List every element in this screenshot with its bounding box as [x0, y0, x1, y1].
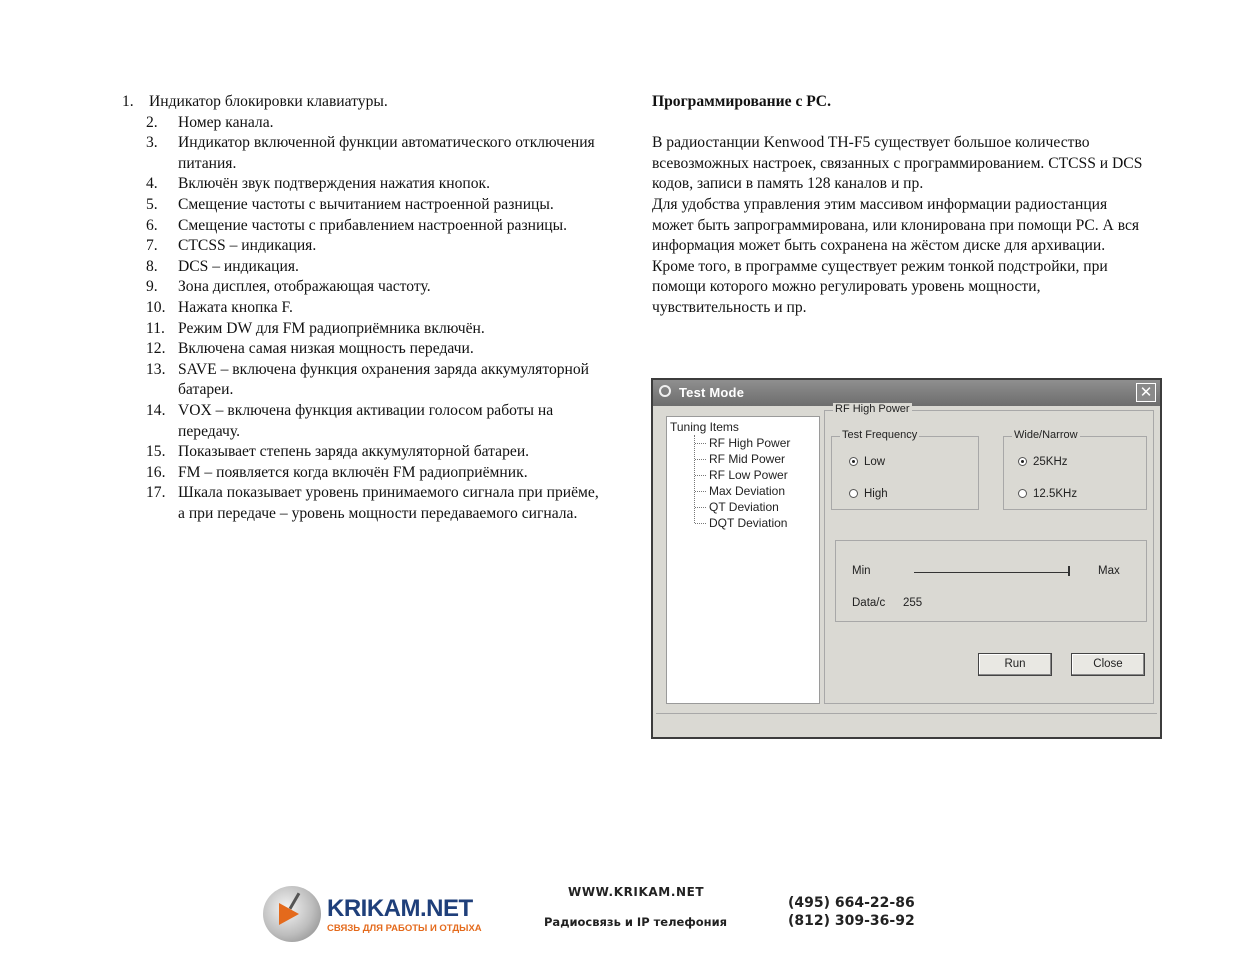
list-text: Включён звук подтверждения нажатия кнопок.: [178, 175, 491, 193]
slider-thumb[interactable]: [1068, 566, 1070, 576]
paragraph: В радиостанции Kenwood TH-F5 существует большое количество всевозможных настроек, связанных с программированием. CTCSS и DCS кодов, записи в память 128 каналов и пр.: [652, 134, 1143, 193]
radio-label: 25KHz: [1033, 456, 1068, 468]
tree-root[interactable]: Tuning Items: [670, 420, 739, 434]
list-text: Индикатор блокировки клавиатуры.: [149, 93, 388, 110]
list-item: [118, 236, 608, 257]
phone-moscow: (495) 664-22-86: [788, 895, 915, 911]
radio-indicator: [1018, 457, 1027, 466]
close-button[interactable]: Close: [1071, 653, 1145, 676]
list-item: [118, 277, 608, 298]
list-item: [118, 257, 608, 278]
list-text: DCS – индикация.: [178, 257, 299, 275]
slider-min-label: Min: [852, 565, 871, 577]
tree-item[interactable]: DQT Deviation: [695, 515, 787, 531]
horn-shape: [279, 903, 299, 925]
section-heading: Программирование с PC.: [652, 93, 831, 110]
list-item: [118, 298, 608, 319]
list-number: 3.: [146, 134, 158, 152]
data-value: 255: [903, 597, 923, 609]
power-slider[interactable]: [914, 572, 1070, 573]
radio-12-5khz[interactable]: [1018, 488, 1077, 500]
list-item: [118, 174, 608, 195]
list-item: [118, 319, 608, 340]
test-mode-dialog: [651, 378, 1162, 739]
tree-item[interactable]: RF Mid Power: [695, 451, 785, 467]
tree-item[interactable]: Max Deviation: [695, 483, 785, 499]
tree-item[interactable]: RF High Power: [695, 435, 790, 451]
list-text: VOX – включена функция активации голосом работы на передачу.: [178, 401, 554, 440]
status-bar: [656, 713, 1157, 734]
list-number: 8.: [146, 257, 158, 275]
pc-programming-section: [652, 92, 1152, 319]
radio-label: High: [864, 488, 888, 500]
list-item: [118, 360, 608, 401]
list-item: [118, 92, 608, 113]
list-item: [118, 195, 608, 216]
tree-item[interactable]: QT Deviation: [695, 499, 779, 515]
test-frequency-group: [831, 429, 979, 510]
megaphone-icon: [263, 886, 321, 942]
list-number: 10.: [146, 298, 166, 316]
list-text: Шкала показывает уровень принимаемого сигнала при приёме, а при передаче – уровень мощности передаваемого сигнала.: [178, 484, 599, 522]
list-text: SAVE – включена функция охранения заряда аккумуляторной батареи.: [178, 360, 590, 399]
list-item: [118, 442, 608, 463]
tree-item[interactable]: RF Low Power: [695, 467, 788, 483]
tuning-items-tree: [666, 416, 820, 704]
website-link[interactable]: WWW.KRIKAM.NET: [568, 885, 705, 899]
list-number: 4.: [146, 175, 158, 193]
list-text: Индикатор включенной функции автоматического отключения питания.: [178, 134, 595, 172]
list-number: 7.: [146, 237, 158, 255]
radio-high[interactable]: [849, 488, 888, 500]
panel-title: RF High Power: [835, 403, 910, 415]
dialog-title: Test Mode: [679, 385, 745, 400]
radio-label: 12.5KHz: [1033, 488, 1078, 500]
list-text: Нажата кнопка F.: [178, 298, 293, 316]
paragraph: Кроме того, в программе существует режим тонкой подстройки, при помощи которого можно регулировать уровень мощности, чувствительность и пр.: [652, 257, 1108, 316]
list-item: [118, 463, 608, 484]
list-text: Смещение частоты с прибавлением настроенной разницы.: [178, 216, 568, 234]
list-text: Режим DW для FM радиоприёмника включён.: [178, 319, 485, 337]
footer-tagline: Радиосвязь и IP телефония: [544, 915, 728, 929]
list-item: [118, 483, 608, 524]
list-number: 11.: [146, 319, 165, 337]
list-text: Смещение частоты с вычитанием настроенной разницы.: [178, 195, 554, 213]
rf-high-power-panel: [824, 403, 1154, 704]
close-icon[interactable]: ✕: [1136, 383, 1156, 402]
list-number: 16.: [146, 463, 166, 481]
slider-max-label: Max: [1098, 565, 1120, 577]
list-text: Показывает степень заряда аккумуляторной батареи.: [178, 443, 530, 461]
list-number: 13.: [146, 360, 166, 378]
list-number: 15.: [146, 443, 166, 461]
radio-indicator: [849, 489, 858, 498]
list-item: [118, 113, 608, 134]
logo-tagline: СВЯЗЬ ДЛЯ РАБОТЫ И ОТДЫХА: [327, 923, 482, 934]
wide-narrow-group: [1003, 429, 1147, 510]
list-text: Номер канала.: [178, 113, 274, 131]
list-text: Зона дисплея, отображающая частоту.: [178, 278, 431, 296]
radio-indicator: [1018, 489, 1027, 498]
krikam-logo: [263, 886, 482, 942]
group-label: Test Frequency: [842, 429, 918, 441]
list-number: 5.: [146, 195, 158, 213]
radio-indicator: [849, 457, 858, 466]
power-slider-group: [835, 540, 1147, 622]
list-number: 1.: [122, 93, 134, 110]
feature-list: [118, 92, 608, 524]
list-item: [118, 216, 608, 237]
run-button[interactable]: Run: [978, 653, 1052, 676]
group-label: Wide/Narrow: [1014, 429, 1078, 441]
list-item: [118, 133, 608, 174]
radio-low[interactable]: [849, 456, 885, 468]
list-number: 17.: [146, 484, 166, 502]
data-label: Data/c: [852, 597, 886, 609]
list-number: 6.: [146, 216, 158, 234]
phone-spb: (812) 309-36-92: [788, 913, 915, 929]
list-item: [118, 339, 608, 360]
logo-name: KRIKAM.NET: [327, 895, 473, 922]
list-item: [118, 401, 608, 442]
list-number: 9.: [146, 278, 158, 296]
list-text: CTCSS – индикация.: [178, 237, 317, 255]
list-text: FM – появляется когда включён FM радиоприёмник.: [178, 463, 528, 481]
list-text: Включена самая низкая мощность передачи.: [178, 340, 474, 358]
radio-label: Low: [864, 456, 886, 468]
app-icon: [659, 385, 671, 397]
radio-25khz[interactable]: [1018, 456, 1068, 468]
paragraph: Для удобства управления этим массивом информации радиостанция может быть запрограммирована, или клонирована при помощи PC. А вся информация может быть сохранена на жёстом диске для архивации.: [652, 195, 1140, 255]
list-number: 12.: [146, 340, 166, 358]
list-number: 14.: [146, 401, 166, 419]
list-number: 2.: [146, 113, 158, 131]
